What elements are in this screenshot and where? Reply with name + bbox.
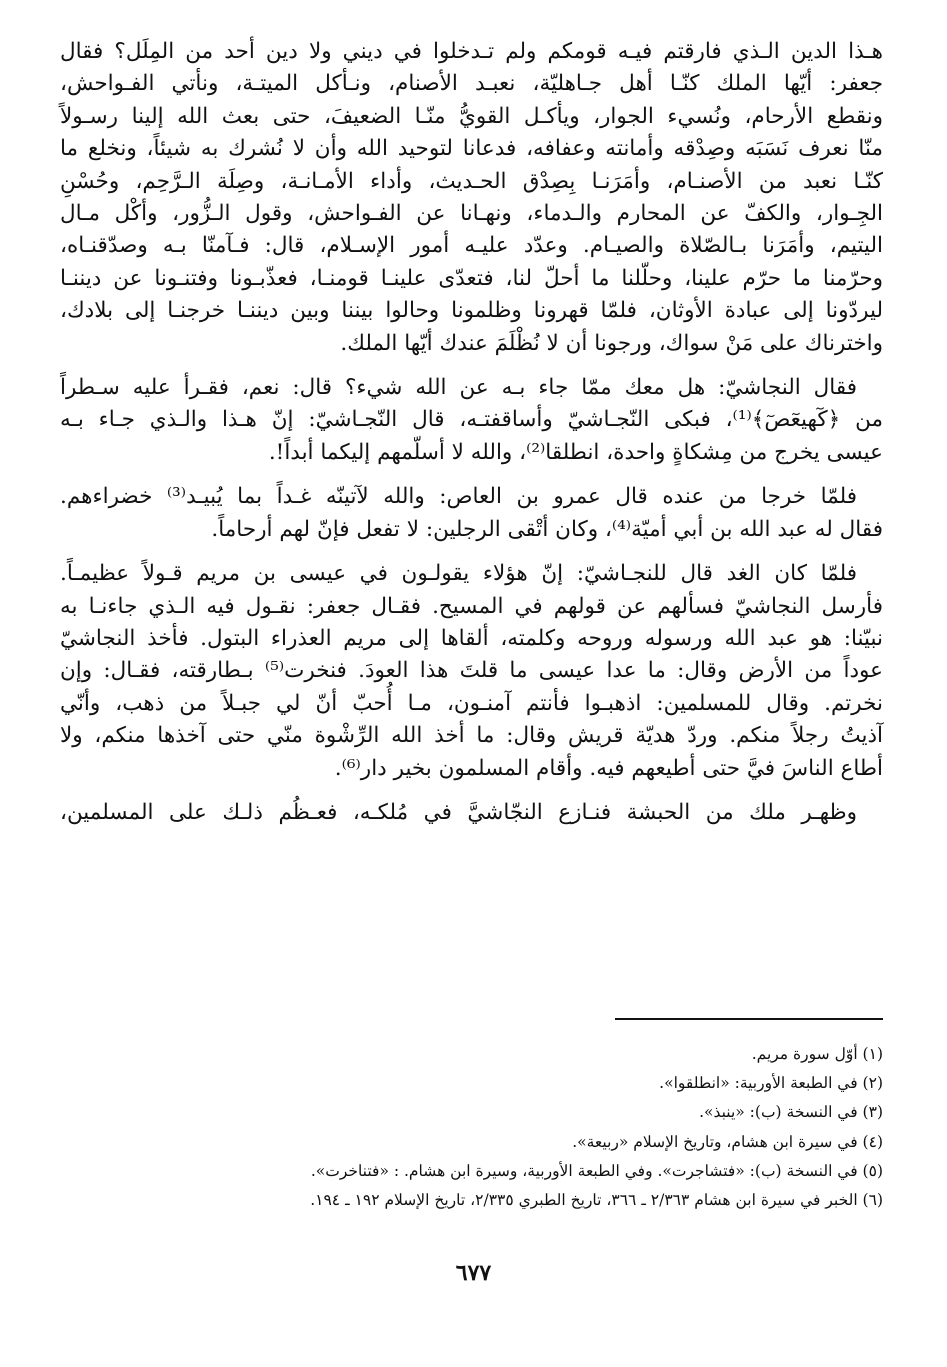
- text-line: من ﴿كٓهيعٓصٓ﴾⁽¹⁾، فبكى النّجـاشيّ وأساقفتـه، قال النّجـاشيّ: إنّ هـذا والـذي جـاء بـه: [60, 407, 884, 433]
- paragraph-next-day: [60, 558, 883, 785]
- text-line: وظهـر ملك من الحبشة فنـازع النجّاشيَّ في مُلكـه، فعـظُم ذلـك على المسلمين،: [60, 799, 857, 825]
- main-text: [60, 36, 883, 841]
- text-line: فلمّا كان الغد قال للنجـاشيّ: إنّ هؤلاء يقولـون في عيسى بن مريم قـولاً عظيمـاً.: [60, 561, 857, 587]
- footnotes: [60, 1040, 883, 1215]
- text-line: اليتيم، وأمَرَنا بـالصّلاة والصيـام. وعدّد عليـه أمور الإسـلام، قال: فـآمنّا بـه وصدّقنـاه،: [60, 233, 883, 259]
- footnote-3: (٣) في النسخة (ب): «ينبذ».: [699, 1103, 883, 1122]
- text-line: فأرسل النجاشيّ فسألهم عن قولهم في المسيح. فقـال جعفر: نقـول فيه الـذي جاءنـا به: [60, 593, 883, 619]
- footnote-1: (١) أوّل سورة مريم.: [751, 1045, 883, 1063]
- paragraph-abyssinia-king: [60, 797, 883, 829]
- page-number: ٦٧٧: [455, 1260, 492, 1286]
- paragraph-amr-threat: [60, 481, 883, 546]
- footnote-divider: [615, 1018, 883, 1020]
- text-line: وحرّمنا ما حرّم علينا، وحلّلنا ما أحلّ لنا، فتعدّى علينـا قومنـا، فعذّبـونا وفتنـونا عن ديننـا: [60, 265, 883, 291]
- text-line: آذيتُ رجلاً منكم. وردّ هديّة قريش وقال: ما أخذ الله الرِّشْوة منّي حتى آخذها منكم، ولا: [60, 723, 883, 749]
- text-line: نخرتم. وقال للمسلمين: اذهبـوا فأنتم آمنـون، مـا أُحبّ أنّ لي جبـلاً من ذهب، وأنّي: [60, 690, 883, 716]
- text-line: كنّـا نعبد من الأصنـام، وأمَرَنـا بِصِدْق الحـديث، وأداء الأمـانـة، وصِلَة الـرَّحِم، وحُسْنِ: [60, 168, 883, 194]
- text-line: عوداً من الأرض وقال: ما عدا عيسى ما قلتَ هذا العودَ. فنخرت⁽⁵⁾ بـطارقته، فقـال: وإن: [60, 658, 883, 684]
- text-line: واخترناك على مَنْ سواك، ورجونا أن لا نُظْلَمَ عندك أيّها الملك.: [340, 330, 883, 356]
- text-line: فقال النجاشيّ: هل معك ممّا جاء بـه عن الله شيء؟ قال: نعم، فقـرأ عليه سـطراً: [60, 375, 857, 401]
- text-line: أطاع الناسَ فيَّ حتى أطيعهم فيه. وأقام المسلمون بخير دار⁽⁶⁾.: [334, 755, 883, 781]
- text-line: جعفر: أيّها الملك كنّـا أهل جـاهليّة، نعبـد الأصنام، ونـأكل الميتـة، ونأتي الفـواحش،: [60, 71, 883, 97]
- text-line: فلمّا خرجا من عنده قال عمرو بن العاص: والله لآتينّه غـداً بما يُبيـد⁽³⁾ خضراءهم.: [60, 484, 857, 510]
- text-line: ونقطع الأرحام، ونُسيء الجوار، ويأكـل القويُّ منّـا الضعيفَ، حتى بعث الله إلينا رسـولاً: [60, 103, 883, 129]
- text-line: هـذا الدين الـذي فارقتم فيـه قومكم ولم تـدخلوا في ديني ولا دين أحد من المِلَل؟ فقال: [60, 39, 883, 64]
- paragraph-jafar-speech: [60, 36, 883, 360]
- footnote-5: (٥) في النسخة (ب): «فتشاجرت». وفي الطبعة الأوربية، وسيرة ابن هشام. : «فتناخرت».: [310, 1161, 883, 1180]
- paragraph-najashi-question: [60, 372, 883, 469]
- footnote-2: (٢) في الطبعة الأوربية: «انطلقوا».: [659, 1074, 883, 1093]
- text-line: الجِـوار، والكفّ عن المحارم والـدماء، ونهـانا عن الفـواحش، وقول الـزُّور، وأكْل مـال: [60, 201, 883, 227]
- footnote-4: (٤) في سيرة ابن هشام، وتاريخ الإسلام «ربيعة».: [572, 1132, 883, 1151]
- text-line: عيسى يخرج من مِشكاةٍ واحدة، انطلقا⁽²⁾، والله لا أسلّمهم إليكما أبداً!.: [268, 439, 883, 465]
- footnote-6: (٦) الخبر في سيرة ابن هشام ٢/٣٦٣ ـ ٣٦٦، تاريخ الطبري ٢/٣٣٥، تاريخ الإسلام ١٩٢ ـ ١٩٤.: [310, 1191, 883, 1210]
- text-line: منّا نعرف نَسَبَه وصِدْقه وأمانته وعفافه، فدعانا لتوحيد الله وأن لا نُشرك به شيئاً، ونخلع ما: [60, 136, 883, 162]
- text-line: نبيّنا: هو عبد الله ورسوله وروحه وكلمته، ألقاها إلى مريم العذراء البتول. فأخذ النجاشيّ: [60, 625, 883, 651]
- text-line: فقال له عبد الله بن أبي أميّة⁽⁴⁾، وكان أتْقى الرجلين: لا تفعل فإنّ لهم أرحاماً.: [211, 516, 883, 542]
- text-line: ليردّونا إلى عبادة الأوثان، فلمّا قهرونا وظلمونا وحالوا بيننا وبين ديننـا خرجنـا إلى بلادك،: [60, 298, 883, 324]
